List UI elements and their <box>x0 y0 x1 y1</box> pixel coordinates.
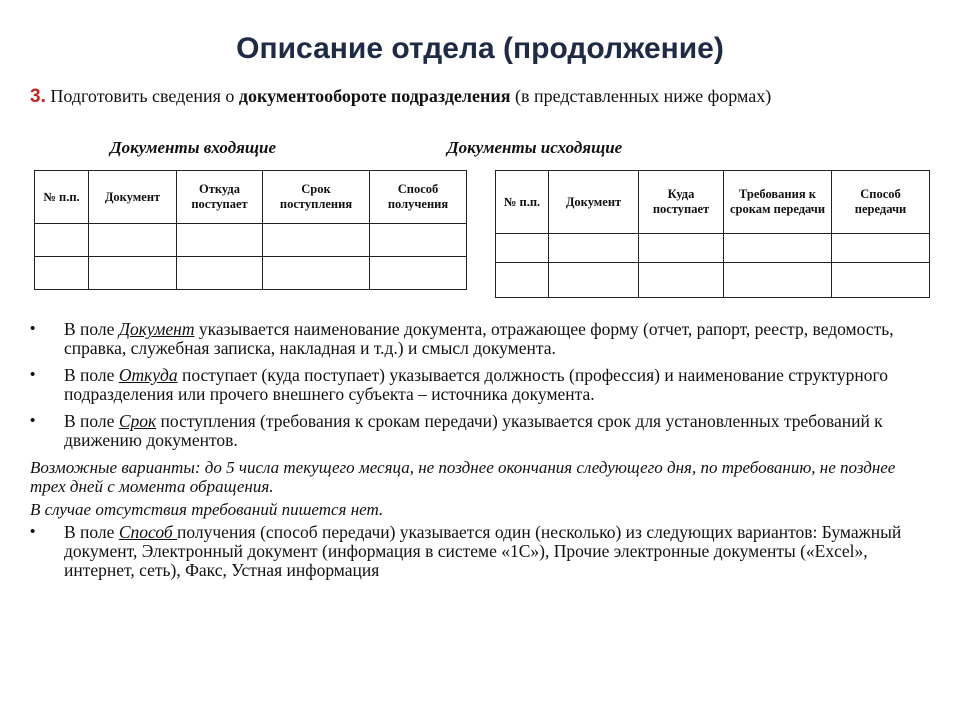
table-cell[interactable] <box>35 224 89 257</box>
outgoing-caption: Документы исходящие <box>447 138 623 157</box>
step-text-bold: документообороте подразделения <box>238 86 511 106</box>
table-cell[interactable] <box>263 224 370 257</box>
bullet-pre: В поле <box>64 522 119 542</box>
bullet-document-field <box>30 320 930 358</box>
incoming-header-num: № п.п. <box>35 171 89 224</box>
absence-note: В случае отсутствия требований пишется нет. <box>30 500 384 519</box>
bullet-icon: • <box>30 412 36 429</box>
outgoing-header-document: Документ <box>549 171 639 234</box>
step-text-after: (в представленных ниже формах) <box>510 86 772 106</box>
incoming-header-method: Способ получения <box>370 171 467 224</box>
incoming-header-deadline: Срок поступления <box>263 171 370 224</box>
table-cell[interactable] <box>496 234 549 263</box>
bullet-icon: • <box>30 320 36 337</box>
table-cell[interactable] <box>549 234 639 263</box>
options-note: Возможные варианты: до 5 числа текущего месяца, не позднее окончания следующего дня, по требованию, не позднее трех дней с момента обращения. <box>30 458 896 496</box>
page-title: Описание отдела (продолжение) <box>236 32 724 65</box>
bullet-icon: • <box>30 366 36 383</box>
bullet-pre: В поле <box>64 365 119 385</box>
bullet-field: Откуда <box>118 365 178 385</box>
table-cell[interactable] <box>832 263 930 298</box>
bullet-field: Документ <box>118 319 195 339</box>
table-cell[interactable] <box>89 257 177 290</box>
table-cell[interactable] <box>832 234 930 263</box>
incoming-header-source: Откуда поступает <box>177 171 263 224</box>
bullet-field: Способ <box>118 522 178 542</box>
incoming-table <box>34 170 467 290</box>
outgoing-table-row <box>496 263 930 298</box>
bullet-pre: В поле <box>64 319 119 339</box>
incoming-header-row <box>35 171 467 224</box>
step-text-before: Подготовить сведения о <box>45 86 239 106</box>
table-cell[interactable] <box>177 257 263 290</box>
table-cell[interactable] <box>89 224 177 257</box>
bullet-post: получения (способ передачи) указывается один (несколько) из следующих вариантов: Бумажный документ, Электронный документ (информация в системе «1С»), Прочие электронные документы («Excel», интернет, сеть), Факс, Устная информация <box>64 522 902 580</box>
bullet-pre: В поле <box>64 411 119 431</box>
step-number: 3. <box>30 86 46 107</box>
table-cell[interactable] <box>496 263 549 298</box>
outgoing-table-row <box>496 234 930 263</box>
outgoing-header-requirements: Требования к срокам передачи <box>724 171 832 234</box>
table-cell[interactable] <box>639 234 724 263</box>
bullet-post: поступает (куда поступает) указывается должность (профессия) и наименование структурного подразделения или прочего внешнего субъекта – источника документа. <box>64 365 888 404</box>
incoming-table-row <box>35 257 467 290</box>
outgoing-header-method: Способ передачи <box>832 171 930 234</box>
table-cell[interactable] <box>724 263 832 298</box>
outgoing-header-num: № п.п. <box>496 171 549 234</box>
table-cell[interactable] <box>177 224 263 257</box>
bullet-method-field <box>30 523 930 580</box>
outgoing-header-row <box>496 171 930 234</box>
bullet-post: поступления (требования к срокам передачи) указывается срок для установленных требований к движению документов. <box>64 411 883 450</box>
table-cell[interactable] <box>263 257 370 290</box>
bullet-list <box>30 320 930 588</box>
bullet-icon: • <box>30 523 36 540</box>
table-cell[interactable] <box>370 224 467 257</box>
outgoing-header-destination: Куда поступает <box>639 171 724 234</box>
incoming-table-row <box>35 224 467 257</box>
incoming-header-document: Документ <box>89 171 177 224</box>
table-cell[interactable] <box>724 234 832 263</box>
bullet-post: указывается наименование документа, отражающее форму (отчет, рапорт, реестр, ведомость, справка, служебная записка, накладная и т.д.) и смысл документа. <box>64 319 894 358</box>
step-instruction <box>30 86 940 108</box>
table-cell[interactable] <box>639 263 724 298</box>
table-cell[interactable] <box>549 263 639 298</box>
table-cell[interactable] <box>35 257 89 290</box>
bullet-source-field <box>30 366 930 404</box>
bullet-field: Срок <box>118 411 157 431</box>
bullet-deadline-field <box>30 412 930 450</box>
table-cell[interactable] <box>370 257 467 290</box>
outgoing-table <box>495 170 930 298</box>
incoming-caption: Документы входящие <box>110 138 277 157</box>
